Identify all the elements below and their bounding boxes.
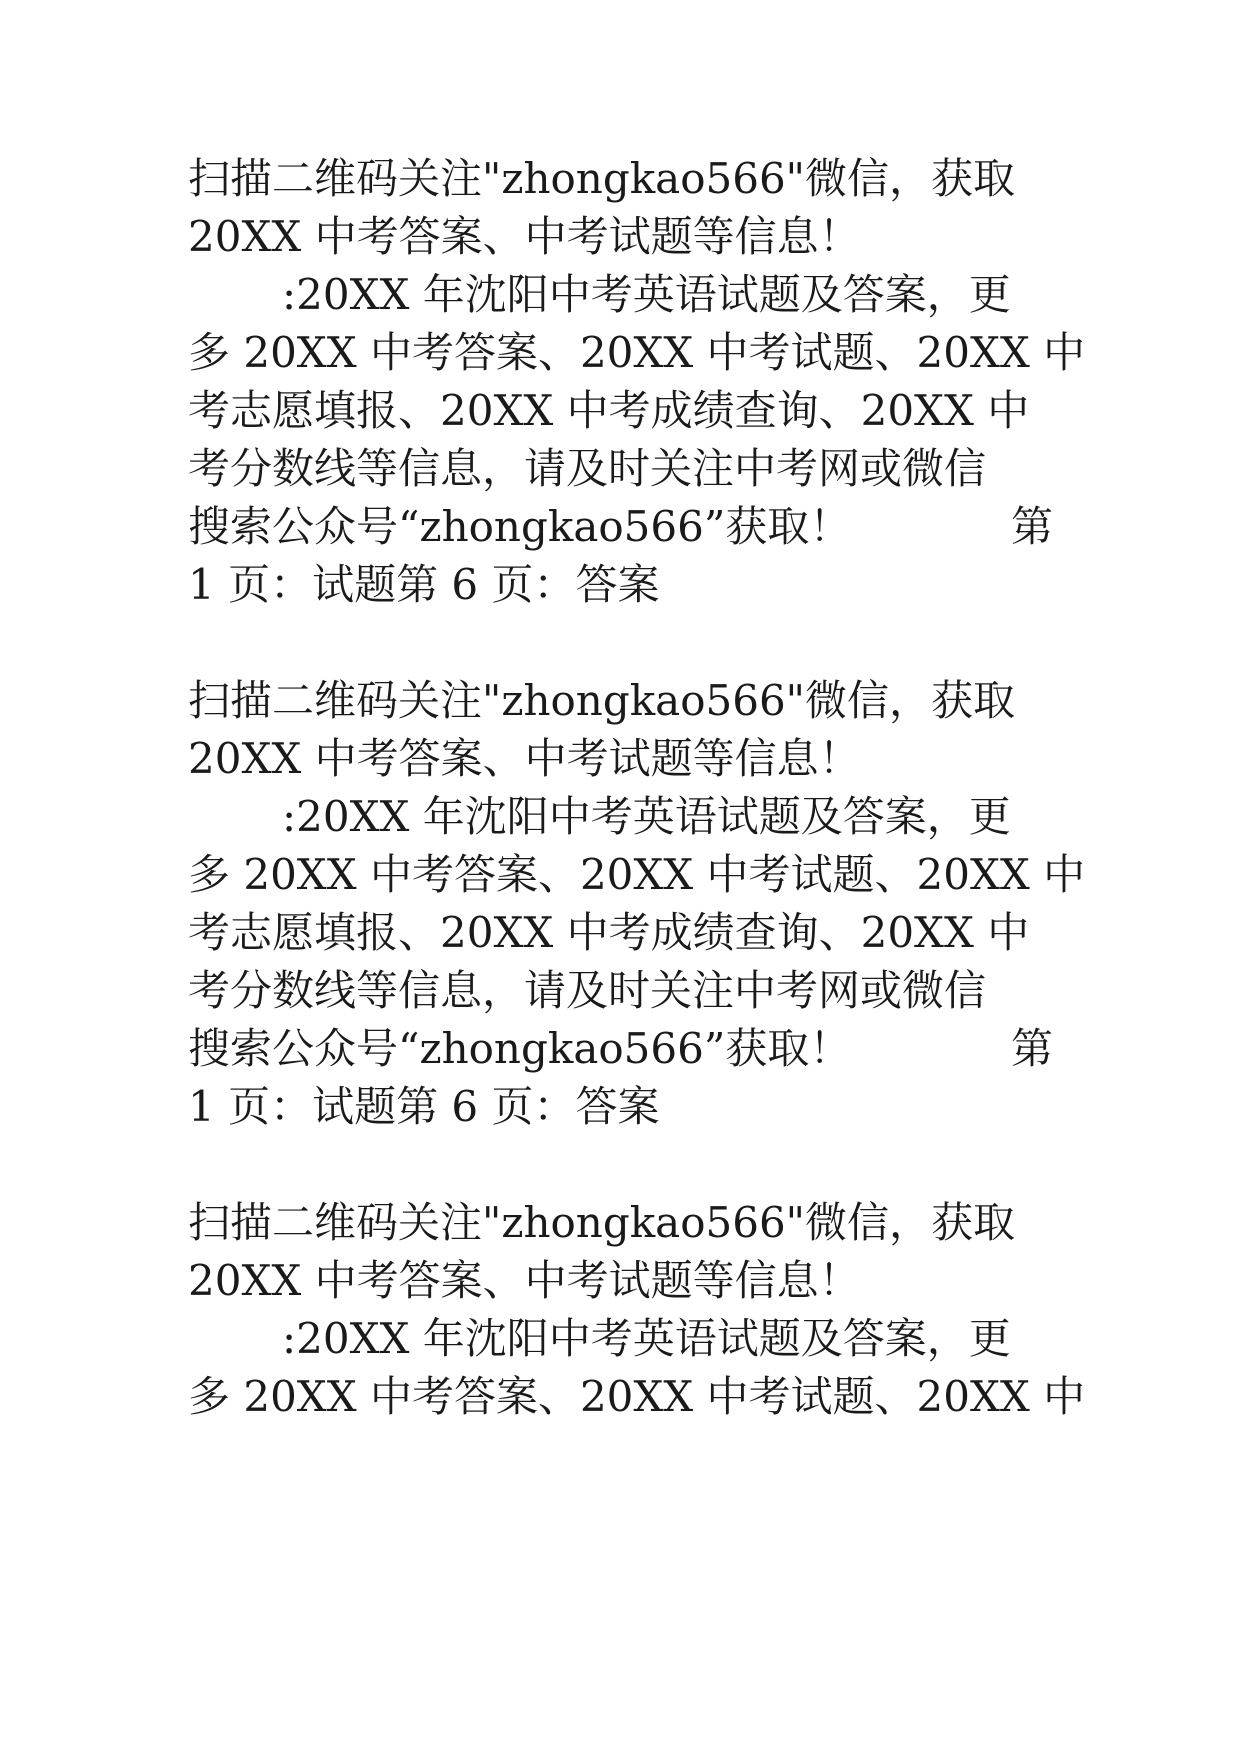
- body-line: 考志愿填报、20XX 中考成绩查询、20XX 中: [188, 386, 1030, 435]
- body-line: 考志愿填报、20XX 中考成绩查询、20XX 中: [188, 908, 1030, 957]
- body-line-text: 搜索公众号“zhongkao566”获取！: [188, 502, 852, 551]
- body-line: [188, 1020, 1053, 1078]
- promo-line: 扫描二维码关注"zhongkao566"微信，获取: [188, 676, 1015, 725]
- body-line: 多 20XX 中考答案、20XX 中考试题、20XX 中: [188, 850, 1086, 899]
- body-line-text: 搜索公众号“zhongkao566”获取！: [188, 1024, 852, 1073]
- promo-line: 20XX 中考答案、中考试题等信息！: [188, 1256, 861, 1305]
- body-line: 考分数线等信息，请及时关注中考网或微信: [188, 444, 987, 493]
- body-line: :20XX 年沈阳中考英语试题及答案，更: [282, 270, 1011, 319]
- body-line: :20XX 年沈阳中考英语试题及答案，更: [282, 1314, 1011, 1363]
- body-line: [188, 498, 1053, 556]
- body-line: 考分数线等信息，请及时关注中考网或微信: [188, 966, 987, 1015]
- body-line: :20XX 年沈阳中考英语试题及答案，更: [282, 792, 1011, 841]
- promo-line: 20XX 中考答案、中考试题等信息！: [188, 734, 861, 783]
- page-note-line: 1 页：试题第 6 页：答案: [188, 1082, 660, 1131]
- body-line-text: 第: [1010, 1024, 1053, 1073]
- page-note-line: 1 页：试题第 6 页：答案: [188, 560, 660, 609]
- body-line-text: 第: [1010, 502, 1053, 551]
- body-line: 多 20XX 中考答案、20XX 中考试题、20XX 中: [188, 1372, 1086, 1421]
- promo-line: 20XX 中考答案、中考试题等信息！: [188, 212, 861, 261]
- promo-line: 扫描二维码关注"zhongkao566"微信，获取: [188, 154, 1015, 203]
- promo-line: 扫描二维码关注"zhongkao566"微信，获取: [188, 1198, 1015, 1247]
- body-line: 多 20XX 中考答案、20XX 中考试题、20XX 中: [188, 328, 1086, 377]
